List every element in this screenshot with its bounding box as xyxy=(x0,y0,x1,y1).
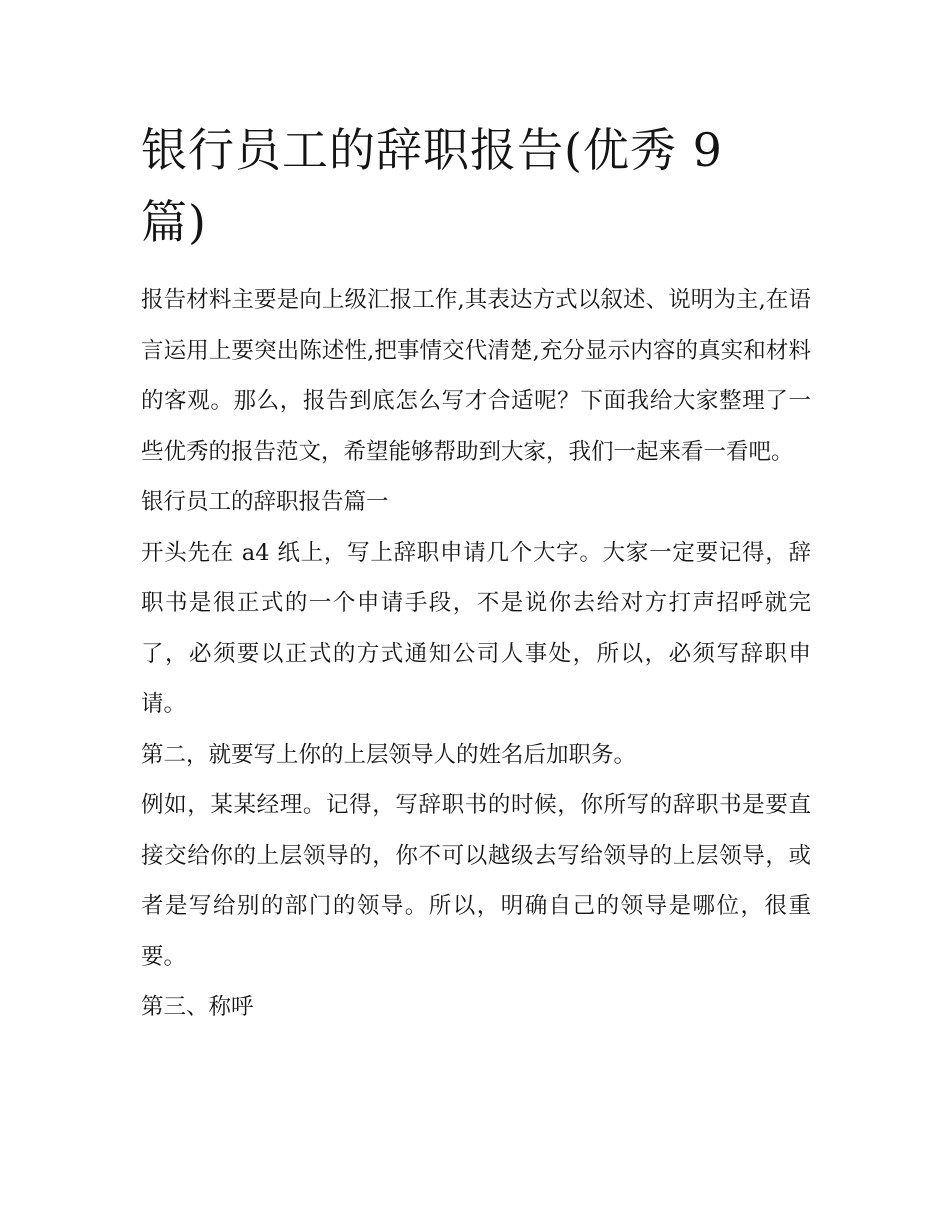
document-title: 银行员工的辞职报告(优秀 9 篇) xyxy=(141,123,723,249)
body-paragraph: 开头先在 a4 纸上，写上辞职申请几个大字。大家一定要记得，辞职书是很正式的一个申请手段，不是说你去给对方打声招呼就完了，必须要以正式的方式通知公司人事处，所以，必须写辞职申请。 xyxy=(141,539,811,717)
body-paragraph: 例如，某某经理。记得，写辞职书的时候，你所写的辞职书是要直接交给你的上层领导的，你不可以越级去写给领导的上层领导，或者是写给别的部门的领导。所以，明确自己的领导是哪位，很重要。 xyxy=(141,792,811,970)
section-heading: 银行员工的辞职报告篇一 xyxy=(141,489,389,515)
document-body xyxy=(141,275,811,1033)
intro-paragraph: 报告材料主要是向上级汇报工作,其表达方式以叙述、说明为主,在语言运用上要突出陈述性,把事情交代清楚,充分显示内容的真实和材料的客观。那么，报告到底怎么写才合适呢？下面我给大家整理了一些优秀的报告范文，希望能够帮助到大家，我们一起来看一看吧。 xyxy=(141,287,811,465)
body-paragraph: 第三、称呼 xyxy=(141,994,254,1020)
body-paragraph: 第二，就要写上你的上层领导人的姓名后加职务。 xyxy=(141,741,637,768)
